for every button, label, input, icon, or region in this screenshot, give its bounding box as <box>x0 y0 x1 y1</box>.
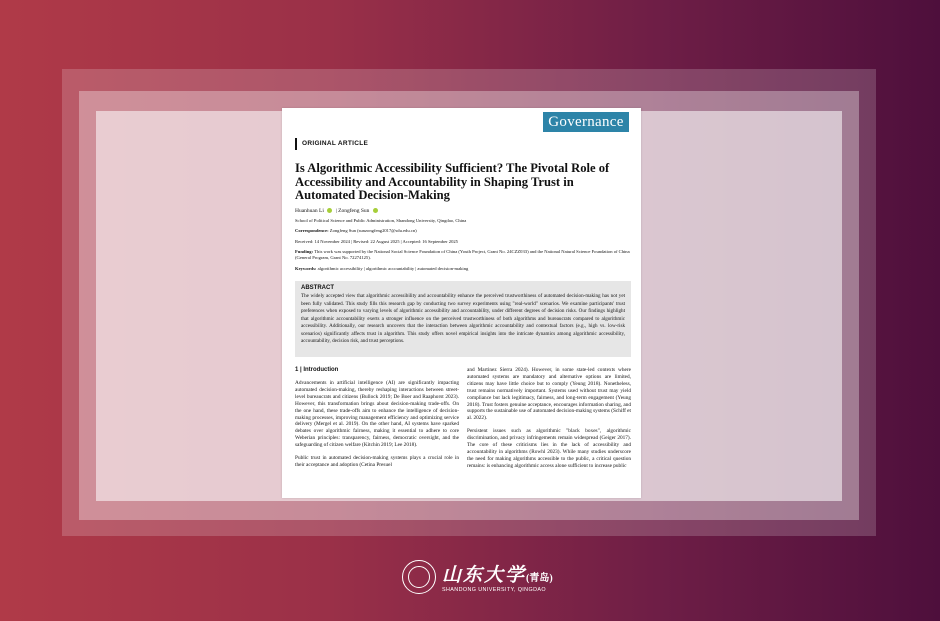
paragraph: Advancements in artificial intelligence (AI) are significantly impacting automated decision-making, thereby reshaping interactions between street-level bureaucrats and citizens (Bullock 2019; De Boer and Raaphorst 2023). However, this transformation brings about decision-making trade-offs. On the one hand, these trade-offs aim to enhance the intelligence of decision-making processes, improving management efficiency and optimizing service delivery (Mergel et al. 2019). On the other hand, AI systems have sparked debates over algorithmic fairness, making it essential to adhere to core Weberian principles: transparency, fairness, democratic oversight, and the safeguarding of citizen welfare (Kitchin 2019; Lee 2018). <box>295 380 459 449</box>
correspondence-label: Correspondence: <box>295 228 329 233</box>
abstract-box <box>295 281 631 357</box>
funding-text: This work was supported by the National Social Science Foundation of China (Youth Project, Grant No. 24CZZ033) and the National Natural Science Foundation of China (General Program, Grant No. 72274125). <box>295 249 630 261</box>
university-name-en: SHANDONG UNIVERSITY, QINGDAO <box>442 587 546 593</box>
right-column <box>467 367 631 476</box>
journal-badge: Governance <box>543 112 629 132</box>
affiliation: School of Political Science and Public Administration, Shandong University, Qingdao, China <box>295 218 467 223</box>
paper-page <box>282 108 641 498</box>
keywords-text: algorithmic accessibility | algorithmic accountability | automated decision-making <box>317 266 469 271</box>
paragraph: and Martinez Sierra 2024). However, in some state-led contexts where automated systems are mandatory and alternative options are limited, citizens may have little choice but to comply (Yeung 2018). Nonetheless, trust remains normatively important. Systems used without trust may yield compliance but lack legitimacy, fairness, and long-term engagement (Yeung 2018). Trust fosters genuine acceptance, encourages information sharing, and supports the sustainable use of automated decision-making systems (Schiff et al. 2022). <box>467 367 632 422</box>
dates-line: Received: 14 November 2024 | Revised: 22 August 2025 | Accepted: 16 September 2025 <box>295 239 458 244</box>
paragraph: Persistent issues such as algorithmic "black boxes", algorithmic discrimination, and privacy infringements remain widespread (Geiger 2017). The core of these criticisms lies in the lack of accessibility and accountability in algorithms (Rowhl 2023). While many studies underscore the need for making algorithms accessible to the public, a critical question remains: is enhancing algorithmic access alone sufficient to increase public <box>467 428 631 469</box>
university-logo <box>402 560 562 600</box>
author-separator: | <box>335 208 337 214</box>
correspondence-text: Zongfeng Sun (sunzongfeng2017@sdu.edu.cn) <box>329 228 417 233</box>
article-type: ORIGINAL ARTICLE <box>295 138 368 150</box>
university-seal-icon <box>402 560 436 594</box>
funding-label: Funding: <box>295 249 314 254</box>
orcid-icon[interactable] <box>327 208 332 213</box>
author-name: Huanhuan Li <box>295 208 324 214</box>
section-heading: 1 | Introduction <box>295 367 339 373</box>
orcid-icon[interactable] <box>373 208 378 213</box>
abstract-heading: ABSTRACT <box>301 285 334 291</box>
university-name-cn-text: 山东大学 <box>442 565 527 586</box>
left-column <box>295 380 459 475</box>
author-line <box>295 207 380 215</box>
paragraph: Public trust in automated decision-making systems plays a crucial role in their acceptance and adoption (Cetina Presuel <box>295 455 459 468</box>
correspondence <box>295 228 630 234</box>
paper-title: Is Algorithmic Accessibility Sufficient? The Pivotal Role of Accessibility and Accountability in Shaping Trust in Automated Decision-Making <box>295 161 610 202</box>
funding <box>295 249 630 261</box>
abstract-text: The widely accepted view that algorithmic accessibility and accountability enhance the perceived trustworthiness of automated decision-making has not yet been fully validated. This study fills this research gap by conducting two survey experiments using "real-world" scenarios. We examine participants' trust preferences when exposed to varying levels of algorithmic accessibility and accountability, under different degrees of decision risks. Our findings highlight that algorithmic accountability exerts a stronger influence on the perceived trustworthiness of both algorithms and bureaucrats compared to algorithmic accessibility. Additionally, our research uncovers that the interaction between algorithmic accountability and contextual factors (e.g., high vs. low-risk scenarios) significantly affects trust in algorithm. This study offers novel empirical insights into the intricate dynamics among algorithmic accessibility, accountability, decision risk, and trust perceptions. <box>301 293 625 344</box>
author-name: Zongfeng Sun <box>338 208 370 214</box>
campus-cn: (青岛) <box>526 573 553 584</box>
keywords-label: Keywords: <box>295 266 317 271</box>
keywords <box>295 266 630 272</box>
university-name-cn <box>442 560 553 587</box>
